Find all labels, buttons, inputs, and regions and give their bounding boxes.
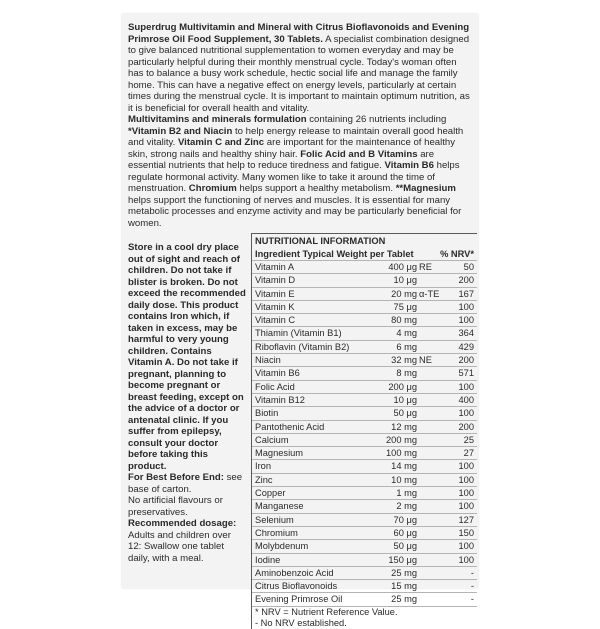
table-row [252,593,477,606]
table-row [252,261,477,274]
ingredient-weight: 12 mg [391,421,417,432]
ingredient-unit [417,580,441,592]
ingredient-nrv: 100 [458,315,474,326]
ingredient-nrv: 50 [463,262,474,272]
best-before-text: see base of carton. [128,472,243,495]
ingredient-weight: 20 mg [391,288,417,299]
table-body [252,261,477,607]
ingredient-unit: NE [419,355,432,366]
ingredient-name: Copper [255,488,286,499]
table-row [252,288,477,301]
ingredient-weight: 4 mg [396,328,417,339]
nutrient-chromium: Chromium [188,183,237,194]
ingredient-weight: 10 mg [391,474,417,485]
ingredient-name: Vitamin E [255,288,295,299]
table-row [252,540,477,553]
ingredient-weight: 200 mg [385,434,417,445]
ingredient-nrv: 100 [458,461,474,472]
best-before [128,472,246,495]
ingredient-name: Chromium [255,527,298,538]
ingredient-weight: 75 μg [393,301,417,312]
ingredient-weight: 150 μg [388,554,417,565]
ingredient-nrv: 167 [458,288,474,299]
ingredient-unit [417,487,441,499]
table-row [252,527,477,540]
ingredient-unit [417,567,441,579]
nutrient-b2-niacin: *Vitamin B2 and Niacin [128,125,233,137]
ingredient-name: Riboflavin (Vitamin B2) [255,341,350,352]
ingredient-unit [417,474,441,486]
ingredient-name: Manganese [255,501,304,512]
ingredient-name: Vitamin K [255,301,295,312]
ingredient-nrv: 429 [458,341,474,352]
ingredient-weight: 100 mg [385,448,417,459]
nutrient-c-zinc: Vitamin C and Zinc [177,137,265,148]
table-row [252,367,477,380]
table-row [252,274,477,287]
ingredient-unit: α-TE [419,288,440,299]
formulation-text: containing 26 nutrients including [306,114,447,125]
ingredient-name: Calcium [255,434,289,445]
storage-warning [128,242,246,472]
ingredient-unit [417,367,441,379]
ingredient-weight: 14 mg [391,461,417,472]
ingredient-nrv: 571 [458,368,474,379]
table-row [252,500,477,513]
table-row [252,301,477,314]
ingredient-nrv: 364 [458,328,474,339]
ingredient-unit [417,514,441,526]
ingredient-name: Evening Primrose Oil [255,594,343,605]
ingredient-unit [417,447,441,459]
product-name: Superdrug Multivitamin and Mineral with Citrus Bioflavonoids and Evening Primrose Oil Food Supplement, 30 Tablets. [128,22,470,45]
table-row [252,580,477,593]
ingredient-nrv: 127 [458,514,474,525]
ingredient-name: Vitamin A [255,262,295,272]
table-row [252,394,477,407]
table-row [252,567,477,580]
ingredient-weight: 70 μg [393,514,417,525]
ingredient-name: Folic Acid [255,381,295,392]
ingredient-weight: 200 μg [388,381,417,392]
ingredient-unit [417,327,441,339]
table-row [252,474,477,487]
ingredient-weight: 1 mg [396,488,417,499]
ingredient-unit [417,274,441,286]
formulation-paragraph [128,114,474,229]
ingredient-weight: 25 mg [391,594,417,605]
ingredient-nrv: 25 [463,434,474,445]
ingredient-unit [417,421,441,433]
ingredient-weight: 6 mg [396,341,417,352]
table-row [252,554,477,567]
warnings-column [128,242,246,564]
ingredient-weight: 25 mg [391,567,417,578]
table-row [252,354,477,367]
ingredient-unit [417,314,441,326]
ingredient-weight: 32 mg [391,355,417,366]
table-row [252,487,477,500]
ingredient-nrv: - [470,594,474,605]
ingredient-name: Aminobenzoic Acid [255,567,334,578]
ingredient-nrv: 200 [458,421,474,432]
ingredient-name: Niacin [255,355,281,366]
table-row [252,407,477,420]
ingredient-name: Thiamin (Vitamin B1) [255,328,342,339]
ingredient-unit [417,500,441,512]
ingredient-name: Biotin [255,408,279,419]
ingredient-name: Molybdenum [255,541,309,552]
header-ingredient: Ingredient Typical Weight per Tablet [255,248,414,259]
nutrient-text: are important for the maintenance of healthy skin, strong nails and healthy shiny hair. [128,137,456,160]
table-row [252,514,477,527]
ingredient-unit [417,407,441,419]
ingredient-nrv: 100 [458,381,474,392]
table-row [252,460,477,473]
ingredient-weight: 400 μg [388,262,417,272]
ingredient-nrv: 100 [458,554,474,565]
nutrient-magnesium: **Magnesium [395,183,456,194]
table-row [252,314,477,327]
table-title: NUTRITIONAL INFORMATION [255,236,386,246]
ingredient-name: Iron [255,461,272,472]
ingredient-unit [417,394,441,406]
ingredient-nrv: - [470,581,474,592]
ingredient-name: Vitamin B6 [255,368,300,379]
ingredient-nrv: - [470,567,474,578]
ingredient-weight: 8 mg [396,368,417,379]
dosage-label: Recommended dosage: [128,518,237,529]
ingredient-nrv: 200 [458,355,474,366]
ingredient-nrv: 100 [458,488,474,499]
storage-warning-text: Store in a cool dry place out of sight and reach of children. Do not take if blister is broken. Do not exceed the recommended daily dose. This product contains Iron which, if taken in excess, may be harmful to very young children. Contains Vitamin A. Do not take if pregnant, planning to become pregnant or breast feeding, except on the advice of a doctor or antenatal clinic. If you suffer from epilepsy, consult your doctor before taking this product. [128,242,246,472]
ingredient-weight: 2 mg [396,501,417,512]
ingredient-weight: 10 μg [393,275,417,286]
ingredient-weight: 80 mg [391,315,417,326]
ingredient-weight: 50 μg [393,541,417,552]
ingredient-nrv: 100 [458,501,474,512]
table-row [252,421,477,434]
dosage [128,518,246,564]
ingredient-unit: RE [419,262,432,272]
header-nrv: % NRV* [440,248,474,259]
table-row [252,434,477,447]
ingredient-name: Vitamin D [255,275,296,286]
ingredient-unit [417,341,441,353]
ingredient-nrv: 100 [458,301,474,312]
table-row [252,447,477,460]
ingredient-name: Vitamin B12 [255,394,305,405]
nutrient-b6: Vitamin B6 [384,160,434,171]
ingredient-name: Pantothenic Acid [255,421,325,432]
ingredient-nrv: 27 [463,448,474,459]
dosage-text: Adults and children over 12: Swallow one tablet daily, with a meal. [128,529,231,564]
best-before-label: For Best Before End: [128,472,224,483]
ingredient-unit [417,301,441,313]
ingredient-unit [417,434,441,446]
ingredient-name: Citrus Bioflavonoids [255,581,338,592]
nutrient-text: helps regulate hormonal activity. Many women like to take it around the time of menstruation. [128,160,460,194]
ingredient-name: Vitamin C [255,315,296,326]
nutrient-folic-b: Folic Acid and B Vitamins [300,148,418,160]
table-header [252,247,477,262]
ingredient-weight: 50 μg [393,408,417,419]
ingredient-name: Magnesium [255,448,304,459]
nutrient-text: are essential nutrients that help to reduce tiredness and fatigue. [128,148,435,171]
ingredient-weight: 60 μg [393,527,417,538]
description-paragraph [128,22,474,114]
ingredient-unit [417,460,441,472]
nutrition-table [251,233,477,629]
ingredient-unit [417,540,441,552]
formulation-heading: Multivitamins and minerals formulation [128,114,307,125]
ingredient-name: Zinc [255,474,273,485]
product-description [128,22,474,229]
footnote-nrv: * NRV = Nutrient Reference Value. [255,606,398,617]
description-text: A specialist combination designed to give balanced nutritional supplementation to women everyday and may be particularly helpful during their monthly menstrual cycle. Today's woman often has to balance a busy work schedule, hectic social life and manage the family home. This can have a negative effect on energy levels, particularly at certain times during the menstrual cycle. It is important to maintain optimum nutrition, as it is beneficial for overall health and vitality. [128,33,470,114]
ingredient-nrv: 200 [458,275,474,286]
ingredient-unit [417,381,441,393]
ingredient-name: Selenium [255,514,294,525]
no-artificial: No artificial flavours or preservatives. [128,495,223,518]
ingredient-weight: 10 μg [393,394,417,405]
table-row [252,381,477,394]
ingredient-nrv: 150 [458,527,474,538]
ingredient-unit [417,554,441,566]
nutrient-text: helps support a healthy metabolism. [236,183,396,194]
table-row [252,327,477,340]
ingredient-name: Iodine [255,554,281,565]
table-row [252,341,477,354]
ingredient-nrv: 100 [458,541,474,552]
ingredient-nrv: 100 [458,474,474,485]
ingredient-nrv: 400 [458,394,474,405]
ingredient-weight: 15 mg [391,581,417,592]
footnote-no-nrv: - No NRV established. [255,617,347,628]
label-panel [122,14,478,628]
nutrient-text: helps support the functioning of nerves and muscles. It is essential for many metabolic processes and enzyme activity and may be particularly beneficial for women. [128,194,462,229]
ingredient-nrv: 100 [458,408,474,419]
ingredient-unit [417,527,441,539]
nutrient-text: to help energy release to maintain overall good health and vitality. [128,125,464,148]
